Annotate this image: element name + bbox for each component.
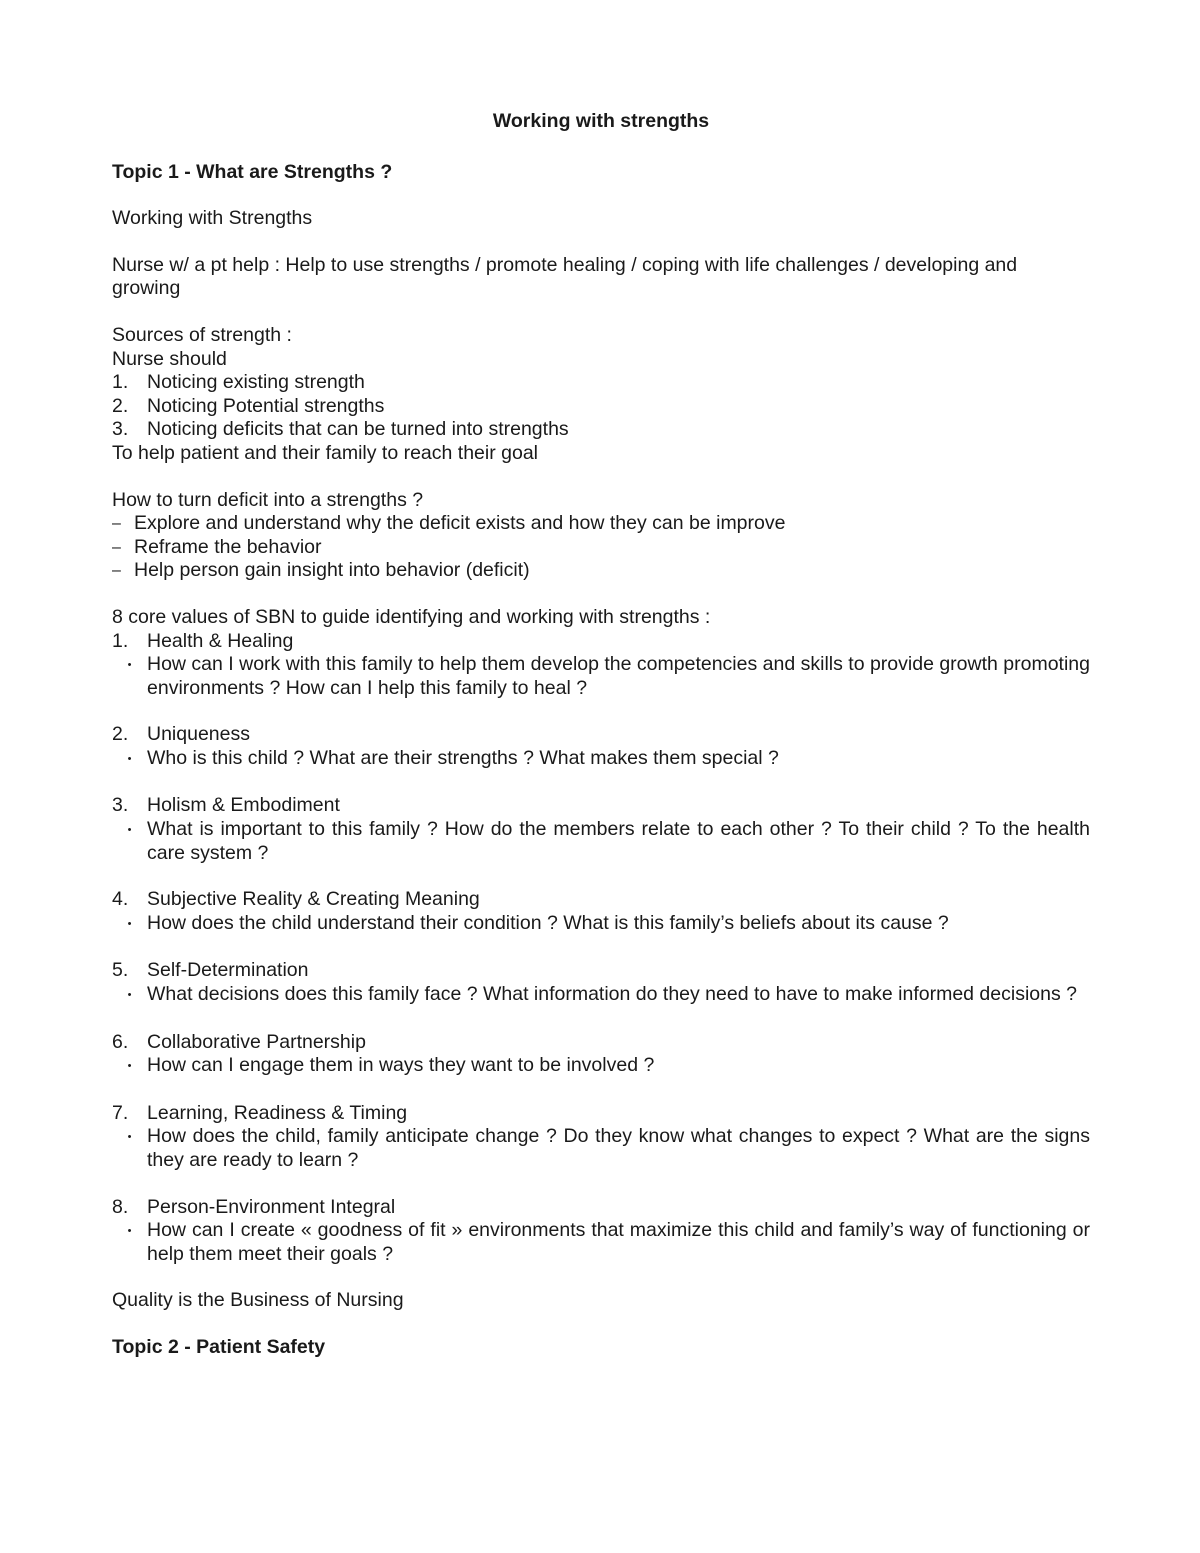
document-page xyxy=(112,110,1090,1383)
list-item xyxy=(112,418,1090,442)
core-value-label-row xyxy=(112,630,1090,654)
core-value-question-row xyxy=(112,818,1090,865)
list-number: 1. xyxy=(112,371,129,394)
list-number: 3. xyxy=(112,418,129,441)
core-value-label: Self-Determination xyxy=(147,959,309,982)
list-text: Help person gain insight into behavior (deficit) xyxy=(134,559,530,582)
core-value-question-row xyxy=(112,912,1090,937)
list-text: Reframe the behavior xyxy=(134,535,322,558)
bullet-marker: • xyxy=(127,752,132,765)
core-value-question: How does the child, family anticipate change ? Do they know what changes to expect ? What are the signs they are ready to learn ? xyxy=(147,1125,1090,1171)
list-number: 3. xyxy=(112,794,129,817)
quality-statement: Quality is the Business of Nursing xyxy=(112,1289,404,1312)
core-value-question-row xyxy=(112,1054,1090,1079)
core-value-item xyxy=(112,630,1090,701)
list-number: 1. xyxy=(112,629,129,652)
bullet-marker: • xyxy=(127,659,132,672)
section-subtitle: Working with Strengths xyxy=(112,207,313,230)
dash-marker: – xyxy=(112,538,121,556)
list-number: 2. xyxy=(112,723,129,746)
core-values-heading: 8 core values of SBN to guide identifying and working with strengths : xyxy=(112,605,711,628)
core-value-item xyxy=(112,1102,1090,1173)
list-number: 5. xyxy=(112,959,129,982)
list-text: Explore and understand why the deficit exists and how they can be improve xyxy=(134,512,786,535)
core-value-label: Holism & Embodiment xyxy=(147,794,340,817)
core-value-item xyxy=(112,888,1090,936)
core-value-question-row xyxy=(112,747,1090,772)
bullet-marker: • xyxy=(127,917,132,930)
dash-marker: – xyxy=(112,562,121,580)
list-number: 4. xyxy=(112,888,129,911)
core-value-question: How can I create « goodness of fit » environments that maximize this child and family’s way of functioning or help them meet their goals ? xyxy=(147,1219,1090,1265)
bullet-marker: • xyxy=(127,1060,132,1073)
list-item xyxy=(112,371,1090,395)
topic-1-heading: Topic 1 - What are Strengths ? xyxy=(112,160,393,183)
sources-section xyxy=(112,324,1090,466)
nurse-help-paragraph: Nurse w/ a pt help : Help to use strengths / promote healing / coping with life challenges / developing and growing xyxy=(112,253,1018,300)
bullet-marker: • xyxy=(127,824,132,837)
core-value-label-row xyxy=(112,888,1090,912)
core-value-label-row xyxy=(112,1196,1090,1220)
nurse-should-text: Nurse should xyxy=(112,347,227,370)
core-value-label: Person-Environment Integral xyxy=(147,1195,396,1218)
bullet-marker: • xyxy=(127,1225,132,1238)
core-value-question-row xyxy=(112,1125,1090,1172)
sources-goal-text: To help patient and their family to reach their goal xyxy=(112,441,539,464)
core-value-question: Who is this child ? What are their strengths ? What makes them special ? xyxy=(147,746,779,769)
sources-heading: Sources of strength : xyxy=(112,323,292,346)
core-value-label-row xyxy=(112,723,1090,747)
core-value-question-row xyxy=(112,1219,1090,1266)
list-text: Noticing deficits that can be turned into strengths xyxy=(147,418,569,441)
list-text: Noticing existing strength xyxy=(147,371,365,394)
core-value-label-row xyxy=(112,959,1090,983)
core-value-question: How can I work with this family to help them develop the competencies and skills to provide growth promoting environments ? How can I help this family to heal ? xyxy=(147,653,1090,699)
deficit-section xyxy=(112,489,1090,583)
core-value-question: What is important to this family ? How do the members relate to each other ? To their child ? To the health care system ? xyxy=(147,818,1090,864)
list-item xyxy=(112,512,1090,536)
core-value-item xyxy=(112,959,1090,1007)
core-value-label: Health & Healing xyxy=(147,629,294,652)
core-value-question-row xyxy=(112,983,1090,1008)
dash-marker: – xyxy=(112,515,121,533)
list-item xyxy=(112,395,1090,419)
list-number: 2. xyxy=(112,394,129,417)
core-value-label: Collaborative Partnership xyxy=(147,1030,366,1053)
core-value-question: What decisions does this family face ? What information do they need to have to make informed decisions ? xyxy=(147,983,1077,1006)
list-number: 7. xyxy=(112,1101,129,1124)
core-value-item xyxy=(112,1196,1090,1267)
core-value-question-row xyxy=(112,653,1090,700)
list-item xyxy=(112,536,1090,560)
core-value-label-row xyxy=(112,794,1090,818)
core-value-label-row xyxy=(112,1102,1090,1126)
core-value-label: Learning, Readiness & Timing xyxy=(147,1101,408,1124)
core-value-label-row xyxy=(112,1031,1090,1055)
core-value-item xyxy=(112,794,1090,865)
topic-2-heading: Topic 2 - Patient Safety xyxy=(112,1335,326,1358)
deficit-heading: How to turn deficit into a strengths ? xyxy=(112,488,424,511)
list-number: 8. xyxy=(112,1195,129,1218)
bullet-marker: • xyxy=(127,989,132,1002)
core-value-question: How does the child understand their condition ? What is this family’s beliefs about its cause ? xyxy=(147,911,949,934)
bullet-marker: • xyxy=(127,1131,132,1144)
list-number: 6. xyxy=(112,1030,129,1053)
list-text: Noticing Potential strengths xyxy=(147,394,385,417)
core-value-question: How can I engage them in ways they want to be involved ? xyxy=(147,1054,655,1077)
core-value-item xyxy=(112,723,1090,771)
document-title: Working with strengths xyxy=(492,110,710,132)
list-item xyxy=(112,559,1090,583)
core-value-item xyxy=(112,1031,1090,1079)
core-value-label: Uniqueness xyxy=(147,723,250,746)
core-value-label: Subjective Reality & Creating Meaning xyxy=(147,888,480,911)
